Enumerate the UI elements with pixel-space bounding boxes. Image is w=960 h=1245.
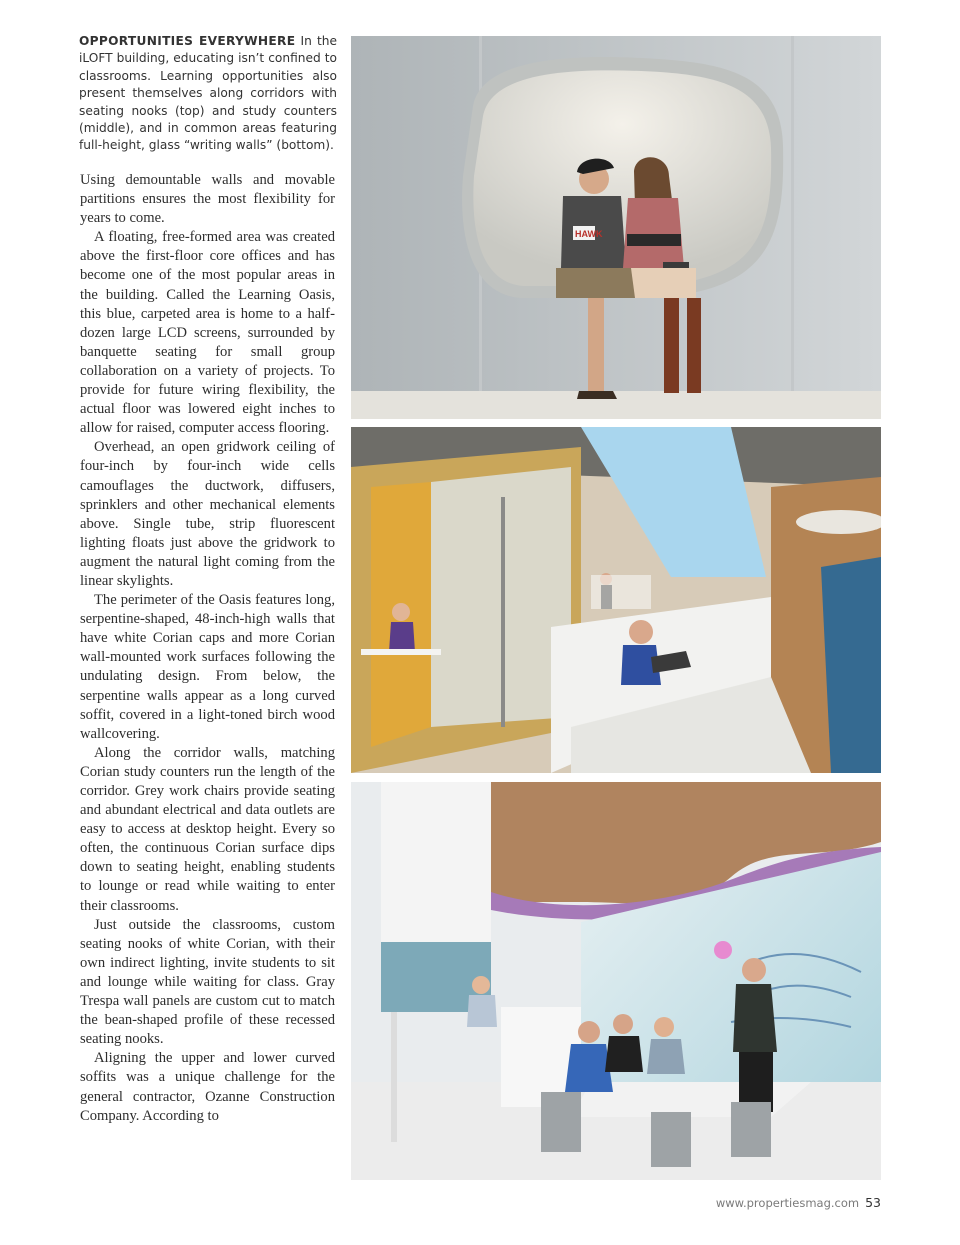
writing-wall-illustration	[351, 782, 881, 1180]
article-paragraph: The perimeter of the Oasis features long, serpentine-shaped, 48-inch-high walls that have white Corian caps and more Corian wall-mounted work surfaces following the undulating design. From below, the serpentine walls appear as a long curved soffit, covered in a light-toned birch wood wallcovering.	[80, 592, 335, 742]
article-paragraph: Along the corridor walls, matching Corian study counters run the length of the corridor. Grey work chairs provide seating and abundant electrical and data outlets are easy to access at desktop height. Every so often, the continuous Corian surface dips down to seating height, enabling students to lounge or read while waiting to enter their classrooms.	[80, 744, 335, 914]
footer-url: www.propertiesmag.com	[715, 1196, 860, 1210]
article-paragraph: Aligning the upper and lower curved soffits was a unique challenge for the general contractor, Ozanne Construction Company. According to	[80, 1050, 335, 1124]
article-paragraph: Just outside the classrooms, custom seating nooks of white Corian, with their own indirect lighting, invite students to sit and lounge while waiting for class. Gray Trespa wall panels are custom cut to match the bean-shaped profile of these recessed seating nooks.	[80, 916, 335, 1048]
article-body	[80, 171, 335, 1126]
caption-text: In the iLOFT building, educating isn’t confined to classrooms. Learning opportunities also present themselves along corridors with seating nooks (top) and study counters (middle), and in common areas featuring full-height, glass “writing walls” (bottom).	[79, 34, 337, 153]
photo-seating-nook	[351, 36, 881, 419]
photo-writing-walls	[351, 782, 881, 1180]
page-number: 53	[865, 1195, 881, 1210]
caption-lead: OPPORTUNITIES EVERYWHERE	[79, 34, 296, 48]
page-footer	[716, 1195, 881, 1210]
seating-nook-illustration	[351, 36, 881, 419]
photo-corridor-counters	[351, 427, 881, 773]
article-paragraph: A floating, free-formed area was created above the first-floor core offices and has become one of the most popular areas in the building. Called the Learning Oasis, this blue, carpeted area is home to a half-dozen large LCD screens, surrounded by banquette seating for small group collaboration on a variety of projects. To provide for future wiring flexibility, the actual floor was lowered eight inches to allow for raised, computer access flooring.	[80, 229, 335, 437]
corridor-illustration	[351, 427, 881, 773]
photo-caption	[79, 33, 337, 155]
tshirt-text: HAWK	[575, 229, 603, 239]
article-paragraph: Using demountable walls and movable partitions ensures the most flexibility for years to come.	[80, 172, 335, 227]
article-paragraph: Overhead, an open gridwork ceiling of four-inch by four-inch wide cells camouflages the ductwork, diffusers, sprinklers and other mechanical elements above. Single tube, strip fluorescent lighting floats just above the gridwork to augment the natural light coming from the linear skylights.	[80, 439, 335, 589]
